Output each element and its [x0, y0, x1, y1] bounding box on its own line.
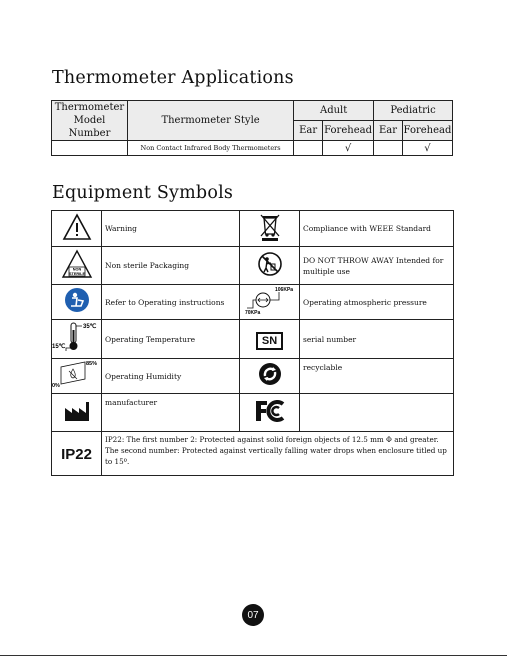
serial-number-icon: SN [256, 332, 283, 350]
col-style-header: Thermometer Style [127, 101, 293, 141]
cell-ped-ear [374, 141, 403, 156]
non-sterile-mark-line1: NON [72, 267, 81, 271]
instructions-label: Refer to Operating instructions [102, 285, 240, 320]
manufacturer-icon [52, 394, 102, 432]
non-sterile-icon [52, 247, 102, 285]
recyclable-label: recyclable [300, 359, 454, 394]
cell-adult-forehead: √ [323, 141, 374, 156]
warning-label: Warning [102, 211, 240, 247]
symbols-table [51, 210, 454, 476]
instructions-icon [52, 285, 102, 320]
pressure-label: Operating atmospheric pressure [300, 285, 454, 320]
bottom-divider [0, 655, 507, 656]
no-throw-label: DO NOT THROW AWAY Intended for multiple use [300, 247, 454, 285]
no-throw-icon [240, 247, 300, 285]
ped-ear-header: Ear [374, 121, 403, 141]
ip22-line1: IP22: The first number 2: Protected against solid foreign objects of 12.5 mm Φ and greater. [105, 435, 439, 444]
symbols-heading: Equipment Symbols [52, 183, 234, 203]
non-sterile-mark-line2: STERILE [68, 271, 85, 276]
temperature-icon [52, 320, 102, 359]
serial-label: serial number [300, 320, 454, 359]
ped-forehead-header: Forehead [402, 121, 452, 141]
cell-adult-ear [294, 141, 323, 156]
group-adult-header: Adult [294, 101, 374, 121]
applications-table [51, 100, 453, 156]
manufacturer-label: manufacturer [102, 394, 240, 432]
temp-low-label: 15℃ [52, 344, 66, 350]
humidity-icon [52, 359, 102, 394]
adult-ear-header: Ear [294, 121, 323, 141]
temp-high-label: 35℃ [83, 324, 97, 330]
cell-style: Non Contact Infrared Body Thermometers [127, 141, 293, 156]
applications-heading: Thermometer Applications [52, 68, 294, 88]
fcc-icon [240, 394, 300, 432]
pressure-high-label: 106KPa [274, 287, 293, 293]
temperature-label: Operating Temperature [102, 320, 240, 359]
pressure-icon [240, 285, 300, 320]
weee-label: Compliance with WEEE Standard [300, 211, 454, 247]
cell-model [52, 141, 128, 156]
ip22-line2: The second number: Protected against vertically falling water drops when enclosure titled up to 15º. [105, 446, 447, 466]
ip22-icon: IP22 [61, 446, 92, 463]
adult-forehead-header: Forehead [323, 121, 374, 141]
cell-ped-forehead: √ [402, 141, 452, 156]
page-number: 07 [242, 604, 264, 626]
recyclable-icon [240, 359, 300, 394]
pressure-low-label: 70KPa [244, 310, 260, 315]
weee-icon [240, 211, 300, 247]
humidity-low-label: 0% [52, 383, 60, 389]
non-sterile-label: Non sterile Packaging [102, 247, 240, 285]
humidity-label: Operating Humidity [102, 359, 240, 394]
group-pediatric-header: Pediatric [374, 101, 453, 121]
humidity-high-label: 85% [86, 361, 98, 367]
col-model-header: Thermometer Model Number [52, 101, 128, 141]
warning-icon [52, 211, 102, 247]
